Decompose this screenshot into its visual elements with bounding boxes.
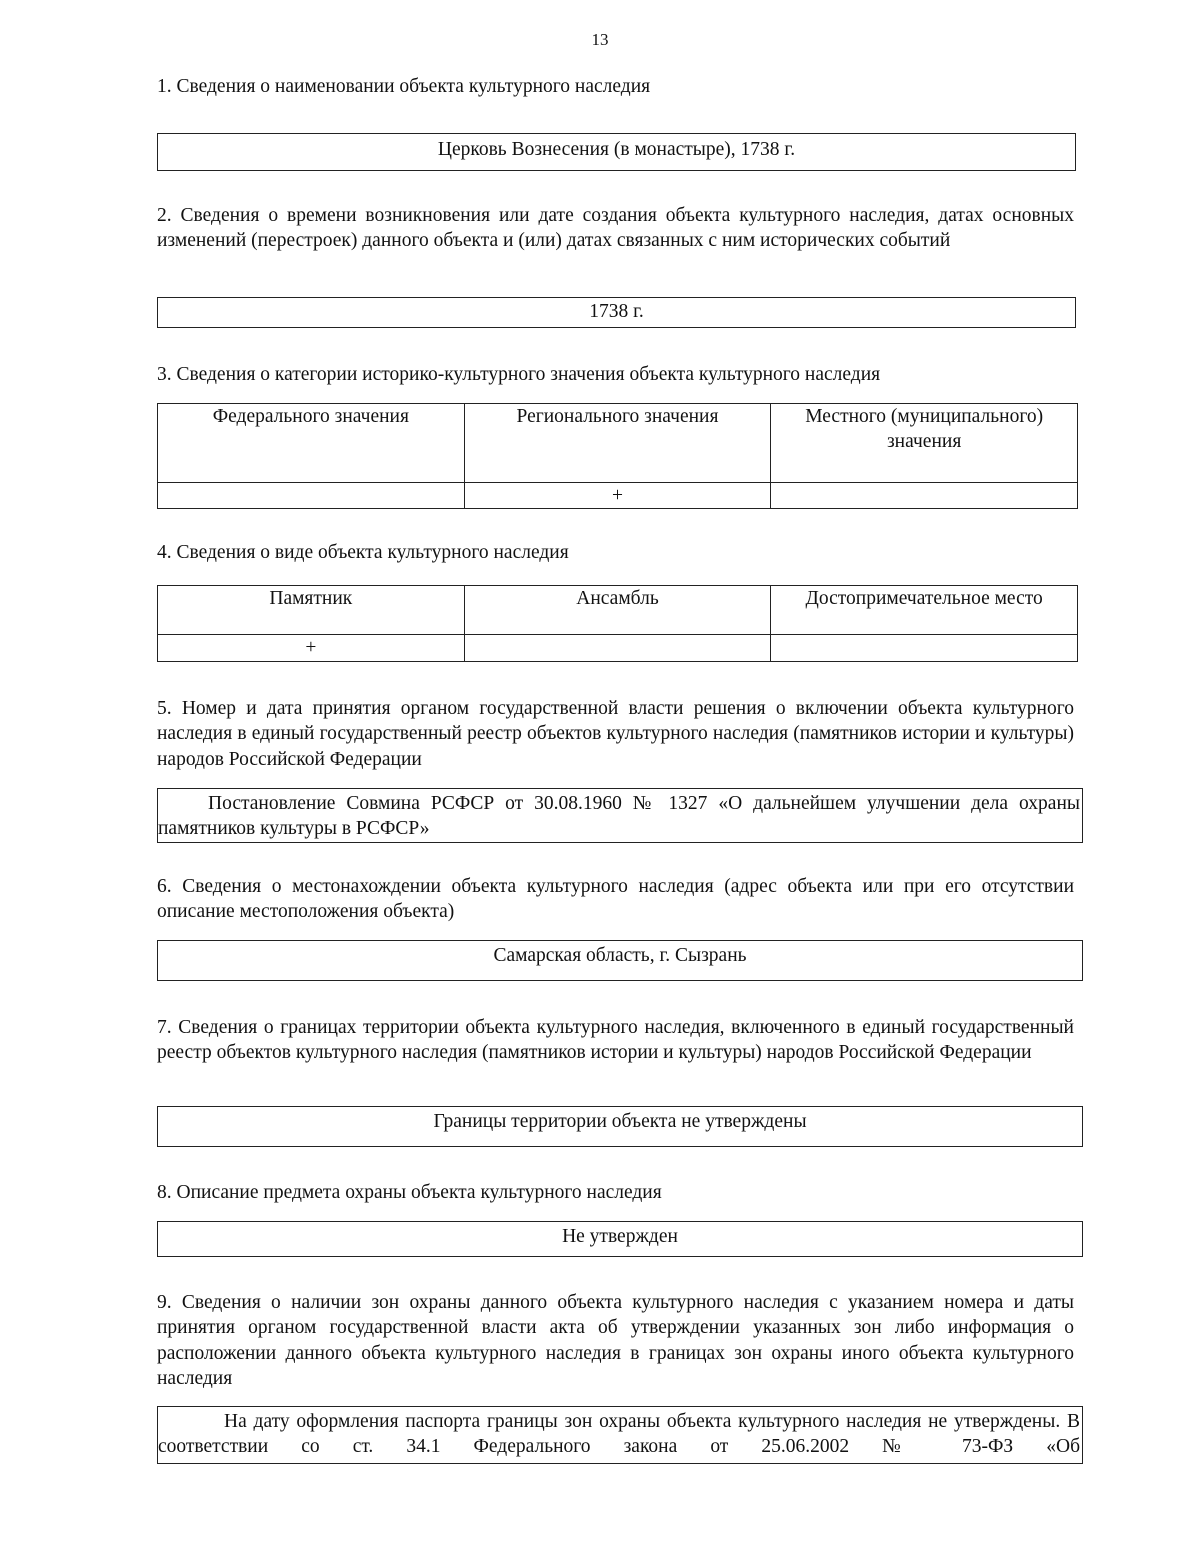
section-3-heading: 3. Сведения о категории историко-культурного значения объекта культурного наследия: [157, 364, 881, 385]
category-mark-federal: [158, 483, 465, 509]
location-field: [157, 940, 1083, 981]
section-2-heading: 2. Сведения о времени возникновения или дате создания объекта культурного наследия, датах основных изменений (перестроек) данного объекта и (или) датах связанных с ним исторических событий: [157, 205, 1074, 252]
boundaries-field: [157, 1106, 1083, 1147]
section-8-heading: 8. Описание предмета охраны объекта культурного наследия: [157, 1182, 662, 1203]
type-header-landmark: Достопримечательное место: [771, 586, 1078, 635]
category-table: [157, 403, 1078, 509]
section-7-heading: 7. Сведения о границах территории объекта культурного наследия, включенного в единый государственный реестр объектов культурного наследия (памятников истории и культуры) народов Российской Федерации: [157, 1017, 1074, 1064]
category-mark-regional: +: [464, 483, 771, 509]
registry-decision-value: Постановление Совмина РСФСР от 30.08.1960 № 1327 «О дальнейшем улучшении дела охраны памятников культуры в РСФСР»: [158, 793, 1080, 839]
category-header-federal: Федерального значения: [158, 404, 465, 483]
protection-zones-value: На дату оформления паспорта границы зон охраны объекта культурного наследия не утверждены. В соответствии со ст. 34.1 Федерального закона от 25.06.2002 № 73-ФЗ «Об: [158, 1411, 1080, 1457]
location-value: Самарская область, г. Сызрань: [493, 945, 747, 966]
section-4-heading: 4. Сведения о виде объекта культурного наследия: [157, 542, 569, 563]
type-mark-monument: +: [158, 635, 465, 662]
page-number: 13: [591, 30, 609, 49]
type-mark-landmark: [771, 635, 1078, 662]
type-table: [157, 585, 1078, 662]
protection-subject-value: Не утвержден: [562, 1226, 678, 1247]
protection-zones-field: [157, 1406, 1083, 1464]
section-5-heading: 5. Номер и дата принятия органом государственной власти решения о включении объекта культурного наследия в единый государственный реестр объектов культурного наследия (памятников истории и культуры) народов Российской Федерации: [157, 698, 1074, 770]
object-name-field: [157, 133, 1076, 171]
object-name-value: Церковь Вознесения (в монастыре), 1738 г.: [437, 139, 796, 160]
section-9-heading: 9. Сведения о наличии зон охраны данного объекта культурного наследия с указанием номера и даты принятия органом государственной власти акта об утверждении указанных зон либо информация о расположении данного объекта культурного наследия в границах зон охраны иного объекта культурного наследия: [157, 1292, 1074, 1389]
protection-subject-field: [157, 1221, 1083, 1257]
category-mark-local: [771, 483, 1078, 509]
creation-date-value: 1738 г.: [589, 301, 644, 322]
category-header-local: Местного (муниципального) значения: [771, 404, 1078, 483]
boundaries-value: Границы территории объекта не утверждены: [433, 1111, 807, 1132]
registry-decision-field: [157, 788, 1083, 843]
section-6-heading: 6. Сведения о местонахождении объекта культурного наследия (адрес объекта или при его отсутствии описание местоположения объекта): [157, 876, 1074, 923]
type-header-monument: Памятник: [158, 586, 465, 635]
type-header-ensemble: Ансамбль: [464, 586, 771, 635]
creation-date-field: [157, 297, 1076, 328]
section-1-heading: 1. Сведения о наименовании объекта культурного наследия: [157, 76, 651, 97]
type-mark-ensemble: [464, 635, 771, 662]
category-header-regional: Регионального значения: [464, 404, 771, 483]
